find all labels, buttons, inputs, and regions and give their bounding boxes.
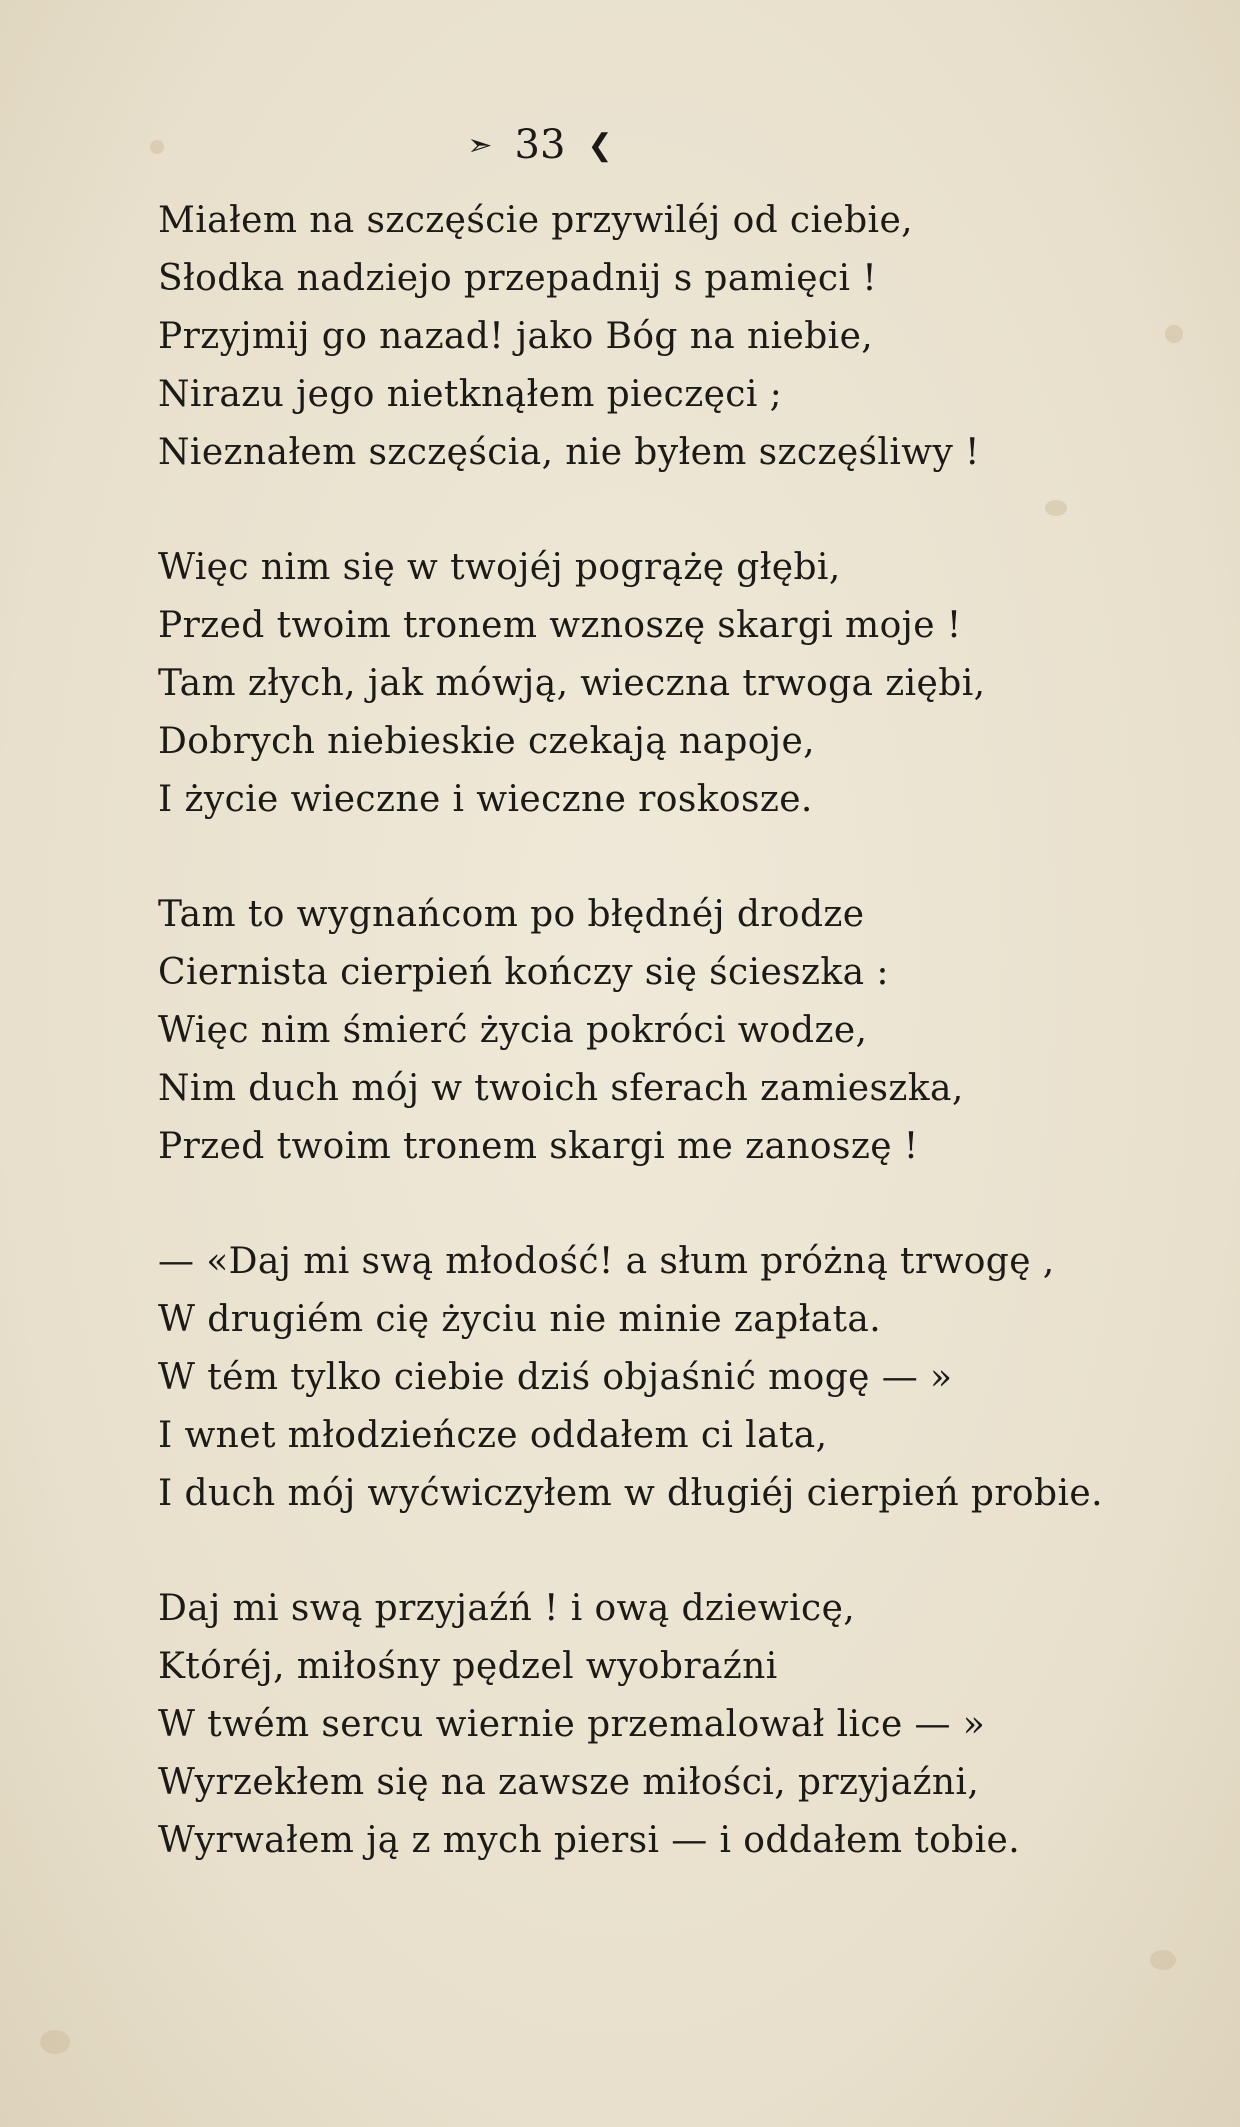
paper-stain xyxy=(1165,325,1183,343)
verse-line: Dobrych niebieskie czekają napoje, xyxy=(158,721,815,762)
verse-line: W drugiém cię życiu nie minie zapłata. xyxy=(158,1299,882,1340)
verse-line: I duch mój wyćwiczyłem w długiéj cierpień probie. xyxy=(158,1473,1103,1514)
verse-line: — «Daj mi swą młodość! a słum próżną trwogę , xyxy=(158,1241,1055,1282)
stanza xyxy=(158,1580,1118,1870)
stanza xyxy=(158,539,1118,829)
verse-line: W twém sercu wiernie przemalował lice — » xyxy=(158,1704,986,1745)
verse-line: Wyrzekłem się na zawsze miłości, przyjaźni, xyxy=(158,1762,980,1803)
paper-stain xyxy=(1150,1950,1176,1970)
verse-line: Nieznałem szczęścia, nie byłem szczęśliwy ! xyxy=(158,432,980,473)
verse-line: Więc nim śmierć życia pokróci wodze, xyxy=(158,1010,868,1051)
verse-line: I życie wieczne i wieczne roskosze. xyxy=(158,779,813,820)
page-header xyxy=(0,122,1240,168)
poem-body xyxy=(158,192,1118,1927)
verse-line: Miałem na szczęście przywiléj od ciebie, xyxy=(158,200,914,241)
verse-line: Ciernista cierpień kończy się ścieszka : xyxy=(158,952,889,993)
verse-line: Więc nim się w twojéj pogrążę głębi, xyxy=(158,547,841,588)
stanza xyxy=(158,1233,1118,1523)
stanza xyxy=(158,886,1118,1176)
paper-stain xyxy=(40,2030,70,2054)
verse-line: Tam złych, jak mówją, wieczna trwoga ziębi, xyxy=(158,663,986,704)
verse-line: Tam to wygnańcom po błędnéj drodze xyxy=(158,894,865,935)
verse-line: Daj mi swą przyjaźń ! i ową dziewicę, xyxy=(158,1588,856,1629)
page-number: 33 xyxy=(514,122,566,168)
verse-line: Wyrwałem ją z mych piersi — i oddałem tobie. xyxy=(158,1820,1021,1861)
verse-line: Słodka nadziejo przepadnij s pamięci ! xyxy=(158,258,878,299)
right-ornament: ❮ xyxy=(587,127,613,163)
stanza xyxy=(158,192,1118,482)
verse-line: W tém tylko ciebie dziś objaśnić mogę — » xyxy=(158,1357,953,1398)
verse-line: Przed twoim tronem skargi me zanoszę ! xyxy=(158,1126,919,1167)
verse-line: Nirazu jego nietknąłem pieczęci ; xyxy=(158,374,783,415)
verse-line: Któréj, miłośny pędzel wyobraźni xyxy=(158,1646,778,1687)
verse-line: Przed twoim tronem wznoszę skargi moje ! xyxy=(158,605,962,646)
verse-line: Przyjmij go nazad! jako Bóg na niebie, xyxy=(158,316,874,357)
verse-line: Nim duch mój w twoich sferach zamieszka, xyxy=(158,1068,964,1109)
left-ornament: ➣ xyxy=(467,127,493,163)
verse-line: I wnet młodzieńcze oddałem ci lata, xyxy=(158,1415,828,1456)
